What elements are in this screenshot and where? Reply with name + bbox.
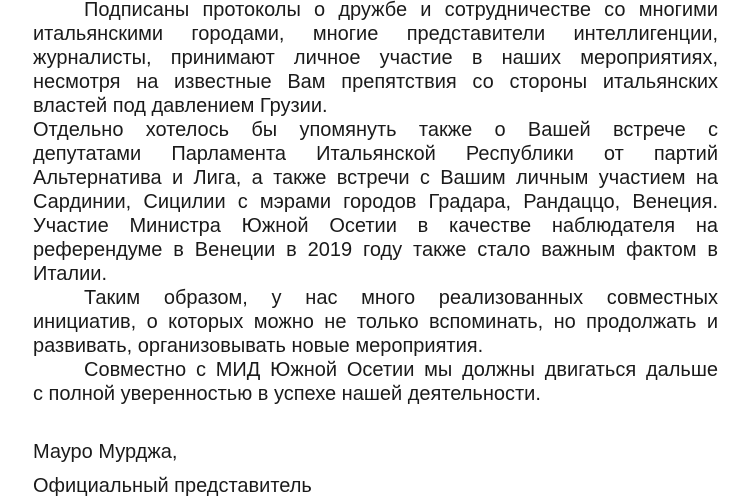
text-line: властей под давлением Грузии. xyxy=(33,95,328,117)
text-line: Сардинии, Сицилии с мэрами городов Градара, Рандаццо, Венеция. xyxy=(33,191,718,213)
text-line: Совместно с МИД Южной Осетии мы должны двигаться дальше xyxy=(84,359,718,381)
text-line: Отдельно хотелось бы упомянуть также о Вашей встрече с xyxy=(33,119,718,141)
text-line: с полной уверенностью в успехе нашей деятельности. xyxy=(33,383,541,405)
signature-title: Официальный представитель xyxy=(33,475,312,497)
text-line: журналисты, принимают личное участие в наших мероприятиях, xyxy=(33,47,718,69)
text-line: Альтернатива и Лига, а также встречи с Вашим личным участием на xyxy=(33,167,718,189)
text-line: Италии. xyxy=(33,263,108,285)
text-line: Таким образом, у нас много реализованных совместных xyxy=(84,287,718,309)
text-line: Участие Министра Южной Осетии в качестве наблюдателя на xyxy=(33,215,718,237)
text-line: итальянскими городами, многие представители интеллигенции, xyxy=(33,23,718,45)
signature-name: Мауро Мурджа, xyxy=(33,441,178,463)
text-line: развивать, организовывать новые мероприятия. xyxy=(33,335,484,357)
text-line: несмотря на известные Вам препятствия со стороны итальянских xyxy=(33,71,718,93)
text-line: Подписаны протоколы о дружбе и сотрудничестве со многими xyxy=(84,0,718,21)
text-line: инициатив, о которых можно не только вспоминать, но продолжать и xyxy=(33,311,718,333)
text-line: референдуме в Венеции в 2019 году также стало важным фактом в xyxy=(33,239,718,261)
text-line: депутатами Парламента Итальянской Республики от партий xyxy=(33,143,718,165)
